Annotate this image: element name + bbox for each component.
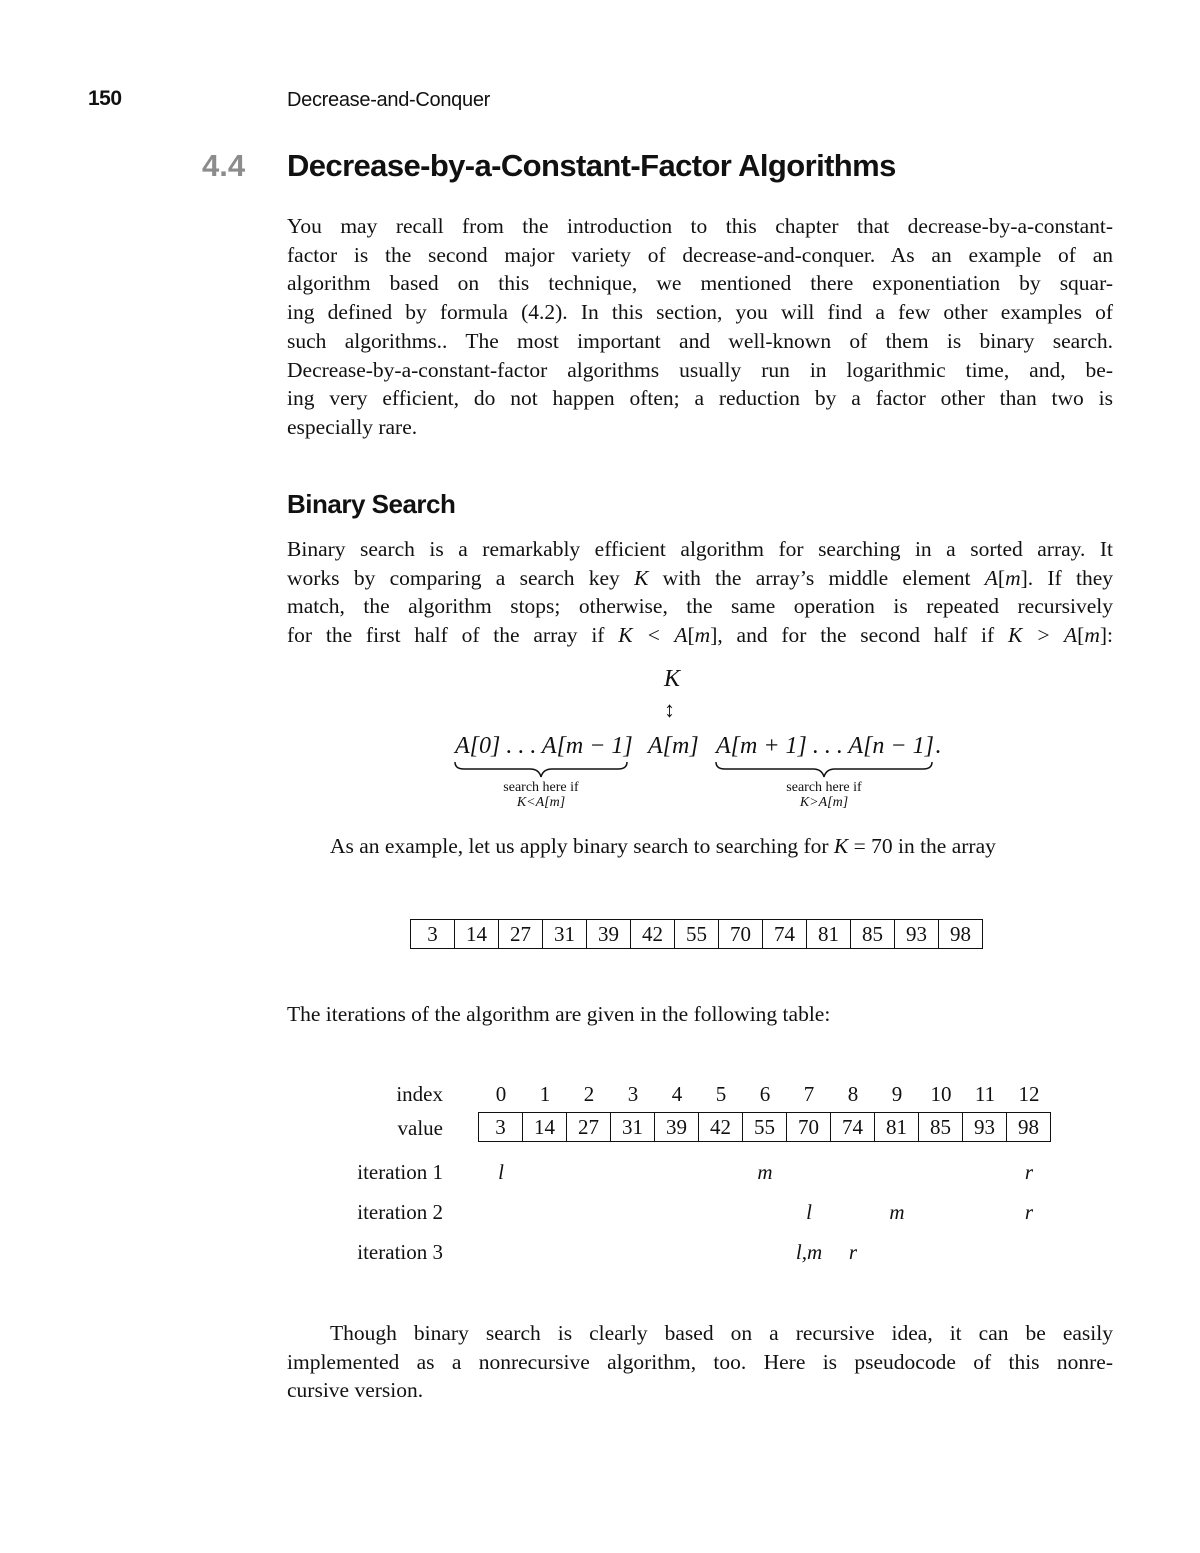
iteration-mark: [1007, 1240, 1051, 1265]
iteration-mark: [963, 1240, 1007, 1265]
iteration-mark: [875, 1160, 919, 1185]
value-cell: 3: [495, 1115, 506, 1139]
iteration-label: iteration 3: [357, 1240, 443, 1264]
diagram-key: K: [664, 666, 681, 692]
iteration-mark: [919, 1160, 963, 1185]
diagram-end: .: [935, 733, 941, 759]
iteration-mark: [831, 1200, 875, 1225]
index-cell: 2: [583, 1082, 595, 1106]
value-cell: 55: [742, 1113, 786, 1141]
iteration-mark: r: [1024, 1200, 1034, 1224]
index-row: [479, 1082, 1051, 1107]
diagram-braces: [450, 760, 950, 782]
value-cell: 98: [1006, 1113, 1050, 1141]
intro-paragraph: [287, 212, 1113, 442]
index-cell: 7: [803, 1082, 815, 1106]
intro-line: Decrease-by-a-constant-factor algorithms usually run in logarithmic time, and, be-: [287, 357, 1113, 382]
iteration-mark: [831, 1160, 875, 1185]
iteration-row: [479, 1160, 1051, 1185]
iteration-mark: [479, 1240, 523, 1265]
iteration-mark: [567, 1160, 611, 1185]
diagram-left-part: A[0] . . . A[m − 1]: [455, 733, 633, 759]
iteration-mark: l: [806, 1200, 812, 1224]
iteration-mark: [655, 1240, 699, 1265]
iteration-mark: [743, 1200, 787, 1225]
intro-line: You may recall from the introduction to this chapter that decrease-by-a-constant-: [287, 214, 1113, 238]
iteration-mark: [699, 1200, 743, 1225]
intro-line: algorithm based on this technique, we mentioned there exponentiation by squar-: [287, 271, 1113, 296]
value-row: [478, 1112, 1051, 1142]
value-cell: 14: [522, 1113, 566, 1141]
iteration-label: iteration 1: [357, 1160, 443, 1184]
bs-line: Binary search is a remarkably efficient algorithm for searching in a sorted array. It: [287, 537, 1113, 561]
index-row-label: index: [396, 1082, 443, 1106]
iteration-mark: [523, 1240, 567, 1265]
index-cell: 4: [671, 1082, 683, 1106]
running-head: Decrease-and-Conquer: [287, 89, 491, 111]
iteration-mark: [523, 1200, 567, 1225]
value-cell: 27: [566, 1113, 610, 1141]
array-cell: 3: [427, 922, 438, 946]
sample-array: [410, 919, 983, 949]
index-cell: 1: [539, 1082, 551, 1106]
array-cell: 74: [762, 920, 806, 948]
iteration-mark: [699, 1240, 743, 1265]
iteration-mark: [611, 1200, 655, 1225]
section-number: 4.4: [202, 148, 246, 183]
iteration-mark: r: [848, 1240, 858, 1264]
iteration-mark: [655, 1200, 699, 1225]
closing-line: implemented as a nonrecursive algorithm, too. Here is pseudocode of this nonre-: [287, 1349, 1113, 1374]
bs-line: match, the algorithm stops; otherwise, the same operation is repeated recursively: [287, 594, 1113, 619]
iteration-mark: [567, 1240, 611, 1265]
array-cell: 55: [674, 920, 718, 948]
iteration-mark: l,m: [795, 1240, 823, 1264]
index-cell: 3: [627, 1082, 639, 1106]
iteration-mark: [523, 1160, 567, 1185]
iteration-mark: l: [498, 1160, 504, 1184]
iterations-intro: The iterations of the algorithm are given in the following table:: [287, 1002, 831, 1026]
right-brace-label: search here if K>A[m]: [786, 780, 862, 810]
iteration-table: [323, 1082, 1063, 1272]
array-cell: 93: [894, 920, 938, 948]
index-cell: 10: [930, 1082, 952, 1106]
array-cell: 31: [542, 920, 586, 948]
iteration-mark: [655, 1160, 699, 1185]
value-cell: 39: [654, 1113, 698, 1141]
iteration-mark: [479, 1200, 523, 1225]
value-cell: 31: [610, 1113, 654, 1141]
index-cell: 12: [1018, 1082, 1040, 1106]
value-cell: 42: [698, 1113, 742, 1141]
value-cell: 70: [786, 1113, 830, 1141]
value-cell: 81: [874, 1113, 918, 1141]
iteration-label: iteration 2: [357, 1200, 443, 1224]
intro-line: such algorithms.. The most important and well-known of them is binary search.: [287, 328, 1113, 353]
array-cell: 14: [454, 920, 498, 948]
right-underbrace: [716, 762, 932, 777]
iteration-mark: m: [889, 1200, 905, 1224]
iteration-row: [479, 1240, 1051, 1265]
index-cell: 5: [715, 1082, 727, 1106]
binary-search-paragraph: [287, 535, 1113, 650]
value-cell: 85: [918, 1113, 962, 1141]
example-sentence: As an example, let us apply binary search to searching for K = 70 in the array: [330, 834, 996, 858]
value-cell: 74: [830, 1113, 874, 1141]
iteration-mark: m: [757, 1160, 773, 1184]
iteration-mark: [963, 1200, 1007, 1225]
iteration-mark: [919, 1240, 963, 1265]
array-cell: 98: [938, 920, 982, 948]
iteration-mark: [963, 1160, 1007, 1185]
diagram-right-part: A[m + 1] . . . A[n − 1]: [716, 733, 934, 759]
closing-paragraph: [287, 1319, 1113, 1405]
iteration-mark: [743, 1240, 787, 1265]
array-cell: 42: [630, 920, 674, 948]
array-cell: 70: [718, 920, 762, 948]
bs-line: for the first half of the array if K < A[m], and for the second half if K > A[m]:: [287, 623, 1114, 648]
closing-line: cursive version.: [287, 1378, 424, 1403]
index-cell: 0: [495, 1082, 507, 1106]
array-cell: 85: [850, 920, 894, 948]
array-cell: 39: [586, 920, 630, 948]
left-brace-label: search here if K<A[m]: [503, 780, 579, 810]
iteration-mark: [611, 1160, 655, 1185]
intro-line: ing very efficient, do not happen often; a reduction by a factor other than two is: [287, 386, 1113, 411]
left-underbrace: [455, 762, 627, 777]
iteration-mark: [875, 1240, 919, 1265]
iteration-mark: [699, 1160, 743, 1185]
subsection-title: Binary Search: [287, 489, 456, 519]
iteration-mark: [567, 1200, 611, 1225]
page-number: 150: [88, 87, 122, 110]
diagram-middle: A[m]: [648, 733, 699, 759]
intro-line: factor is the second major variety of decrease-and-conquer. As an example of an: [287, 242, 1113, 267]
section-title: Decrease-by-a-Constant-Factor Algorithms: [287, 148, 896, 183]
index-cell: 6: [759, 1082, 771, 1106]
array-cell: 27: [498, 920, 542, 948]
iteration-mark: [787, 1160, 831, 1185]
closing-line: Though binary search is clearly based on a recursive idea, it can be easily: [330, 1321, 1113, 1345]
index-cell: 8: [847, 1082, 859, 1106]
comparison-arrow-icon: ↕: [664, 697, 675, 722]
iteration-mark: r: [1024, 1160, 1034, 1184]
bs-line: works by comparing a search key K with the array’s middle element A[m]. If they: [287, 565, 1113, 590]
iteration-mark: [611, 1240, 655, 1265]
value-cell: 93: [962, 1113, 1006, 1141]
intro-line: ing defined by formula (4.2). In this section, you will find a few other examples of: [287, 300, 1113, 325]
index-cell: 9: [891, 1082, 903, 1106]
intro-line: especially rare.: [287, 414, 418, 439]
iteration-row: [479, 1200, 1051, 1225]
iteration-mark: [919, 1200, 963, 1225]
value-row-label: value: [397, 1116, 443, 1140]
index-cell: 11: [974, 1082, 996, 1106]
array-cell: 81: [806, 920, 850, 948]
